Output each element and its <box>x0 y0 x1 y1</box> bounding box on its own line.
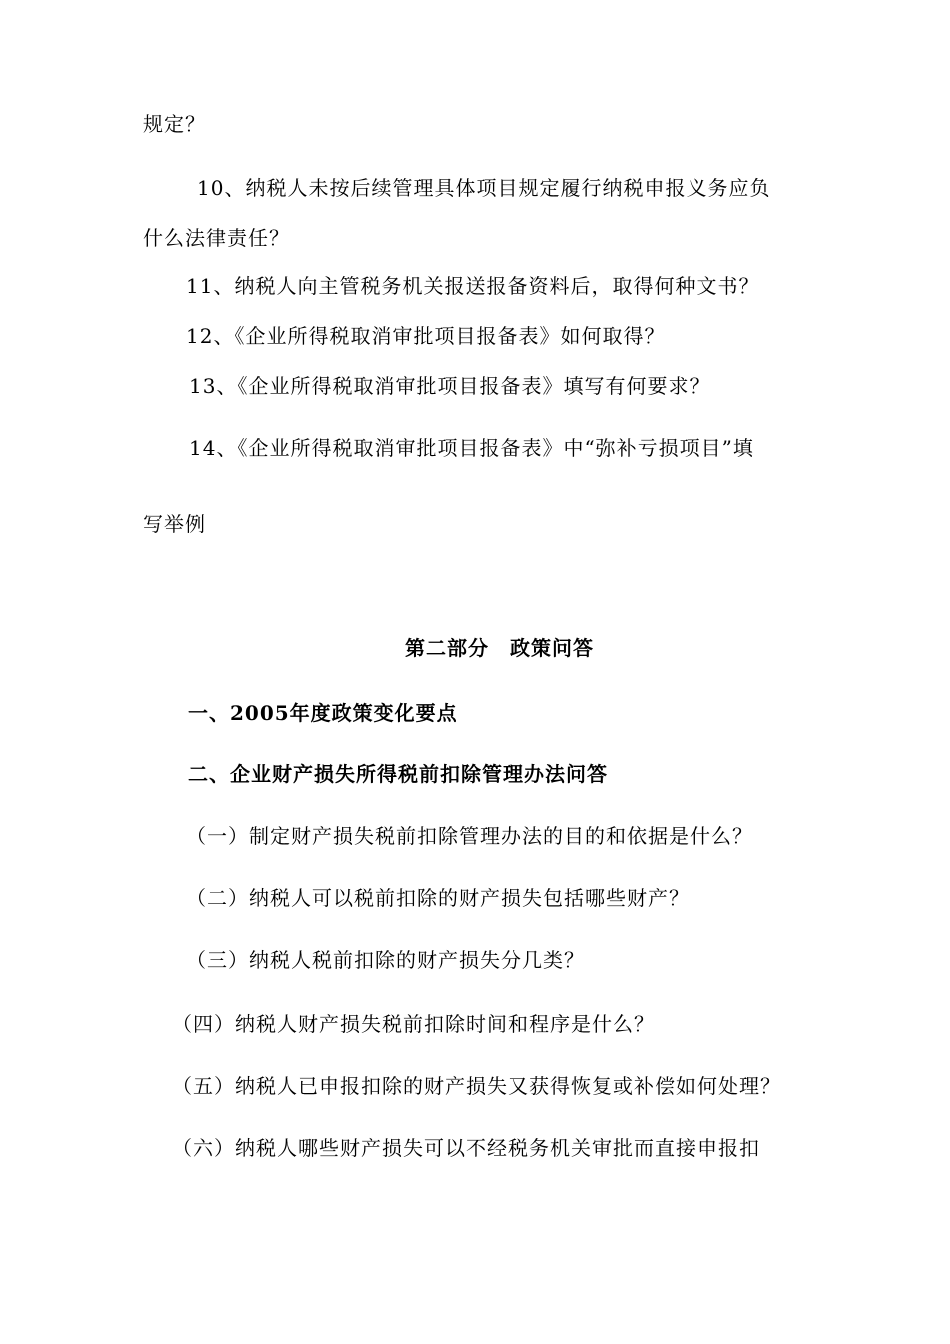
text-line: 规定？ <box>143 112 206 136</box>
question-line: （四）纳税人财产损失税前扣除时间和程序是什么？ <box>172 1012 655 1036</box>
question-line: 12、《企业所得税取消审批项目报备表》如何取得？ <box>186 324 666 348</box>
part-title: 第二部分 政策问答 <box>405 636 594 660</box>
section-heading: 二、企业财产损失所得税前扣除管理办法问答 <box>188 762 608 786</box>
question-line: （二）纳税人可以税前扣除的财产损失包括哪些财产？ <box>186 886 690 910</box>
text-line: 什么法律责任？ <box>143 226 290 250</box>
question-line: 11、纳税人向主管税务机关报送报备资料后，取得何种文书？ <box>186 274 760 298</box>
question-line: （五）纳税人已申报扣除的财产损失又获得恢复或补偿如何处理？ <box>172 1074 781 1098</box>
question-line: 13、《企业所得税取消审批项目报备表》填写有何要求？ <box>189 374 711 398</box>
question-line: （六）纳税人哪些财产损失可以不经税务机关审批而直接申报扣 <box>172 1136 760 1160</box>
text-line: 写举例 <box>143 512 206 536</box>
section-heading: 一、2005年度政策变化要点 <box>188 701 458 725</box>
question-line: 10、纳税人未按后续管理具体项目规定履行纳税申报义务应负 <box>197 176 771 200</box>
question-line: （三）纳税人税前扣除的财产损失分几类？ <box>186 948 585 972</box>
question-line: 14、《企业所得税取消审批项目报备表》中“弥补亏损项目”填 <box>189 436 754 460</box>
question-line: （一）制定财产损失税前扣除管理办法的目的和依据是什么？ <box>186 824 753 848</box>
